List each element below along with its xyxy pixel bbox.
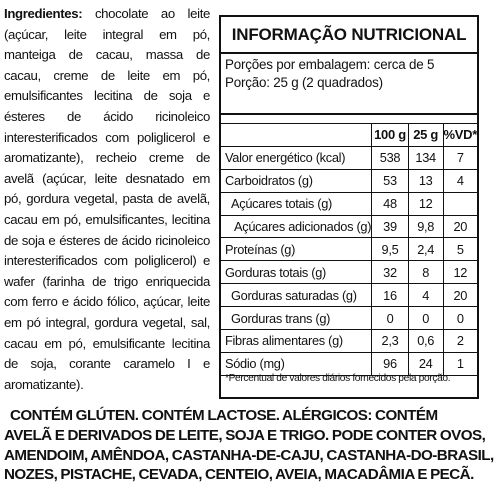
column-header-25g: 25 g <box>408 124 443 147</box>
value-100g: 2,3 <box>372 330 409 353</box>
ingredients-text <box>4 4 210 395</box>
nutrient-name: Gorduras trans (g) <box>231 310 331 326</box>
nutrition-title: INFORMAÇÃO NUTRICIONAL <box>231 25 467 44</box>
table-row <box>221 261 477 284</box>
table-row <box>221 169 477 192</box>
table-row <box>221 238 477 261</box>
servings-per-package: Porções por embalagem: cerca de 5 <box>225 57 435 72</box>
value-25g: 0 <box>408 307 443 330</box>
table-row <box>221 352 477 375</box>
nutrient-name: Gorduras totais (g) <box>225 264 326 280</box>
nutrition-facts-box <box>219 15 479 399</box>
divider <box>221 113 477 115</box>
nutrient-name: Açúcares totais (g) <box>231 196 332 212</box>
divider <box>221 52 477 54</box>
column-header-100g: 100 g <box>372 124 409 147</box>
allergen-line-rest: AVELÃ E DERIVADOS DE LEITE, SOJA E TRIGO. PODE CONTER OVOS, AMENDOIM, AMÊNDOA, CASTANHA-DE-CAJU, CASTANHA-DO-BRASIL, NOZES, PISTACHE, CEVADA, CENTEIO, AVEIA, MACADÂMIA E PECÃ. <box>4 426 494 484</box>
ingredients-label: Ingredientes: <box>4 6 83 21</box>
table-row <box>221 146 477 169</box>
value-25g: 134 <box>408 146 443 169</box>
table-row <box>221 215 477 238</box>
nutrient-name: Açúcares adicionados (g) <box>234 219 372 234</box>
value-100g: 16 <box>372 284 409 307</box>
value-100g: 48 <box>372 192 409 215</box>
value-vd: 7 <box>443 146 477 169</box>
nutrient-name: Fibras alimentares (g) <box>225 333 343 349</box>
value-vd <box>443 192 477 215</box>
value-vd: 2 <box>443 330 477 353</box>
value-25g: 4 <box>408 284 443 307</box>
table-row <box>221 284 477 307</box>
column-header-vd: %VD* <box>443 124 477 147</box>
value-vd: 20 <box>443 284 477 307</box>
value-25g: 24 <box>408 352 443 375</box>
value-25g: 12 <box>408 192 443 215</box>
value-25g: 0,6 <box>408 330 443 353</box>
value-100g: 9,5 <box>372 238 409 261</box>
table-row <box>221 330 477 353</box>
value-100g: 53 <box>372 169 409 192</box>
value-25g: 2,4 <box>408 238 443 261</box>
nutrient-name: Gorduras saturadas (g) <box>231 287 357 303</box>
nutrient-name: Valor energético (kcal) <box>225 150 346 166</box>
nutrient-name: Carboidratos (g) <box>225 173 313 189</box>
daily-value-footnote: *Percentual de valores diários fornecidos pela porção. <box>225 373 451 384</box>
value-vd: 20 <box>443 215 477 238</box>
serving-size: Porção: 25 g (2 quadrados) <box>225 75 383 90</box>
value-vd: 5 <box>443 238 477 261</box>
nutrient-name: Sódio (mg) <box>225 356 285 372</box>
value-100g: 96 <box>372 352 409 375</box>
ingredients-list: chocolate ao leite (açúcar, leite integral em pó, manteiga de cacau, massa de cacau, creme de leite em pó, emulsificantes lecitina de soja e ésteres de ácido ricinoleico interesterificados com poliglicerol e aromatizante), recheio creme de avelã (açúcar, leite desnatado em pó, gordura vegetal, pasta de avelã, cacau em pó, emulsificantes, lecitina de soja e ésteres de ácido ricinoleico interesterificados com poliglicerol) e wafer (farinha de trigo enriquecida com ferro e ácido fólico, açúcar, leite em pó integral, gordura vegetal, sal, cacau em pó, emulsificante lecitina de soja, corante caramelo I e aromatizante). <box>4 6 210 392</box>
value-100g: 0 <box>372 307 409 330</box>
value-25g: 8 <box>408 261 443 284</box>
value-vd: 12 <box>443 261 477 284</box>
allergen-warning <box>4 406 496 485</box>
value-100g: 32 <box>372 261 409 284</box>
value-25g: 9,8 <box>408 215 443 238</box>
value-100g: 538 <box>372 146 409 169</box>
column-header-nutrient <box>221 124 372 147</box>
nutrition-table <box>221 123 477 376</box>
table-header-row <box>221 124 477 147</box>
value-vd: 1 <box>443 352 477 375</box>
allergen-line-1: CONTÉM GLÚTEN. CONTÉM LACTOSE. ALÉRGICOS: CONTÉM <box>10 407 438 424</box>
value-vd: 4 <box>443 169 477 192</box>
value-vd: 0 <box>443 307 477 330</box>
value-25g: 13 <box>408 169 443 192</box>
table-row <box>221 192 477 215</box>
table-row <box>221 307 477 330</box>
nutrient-name: Proteínas (g) <box>225 241 296 257</box>
value-100g: 39 <box>372 215 409 238</box>
